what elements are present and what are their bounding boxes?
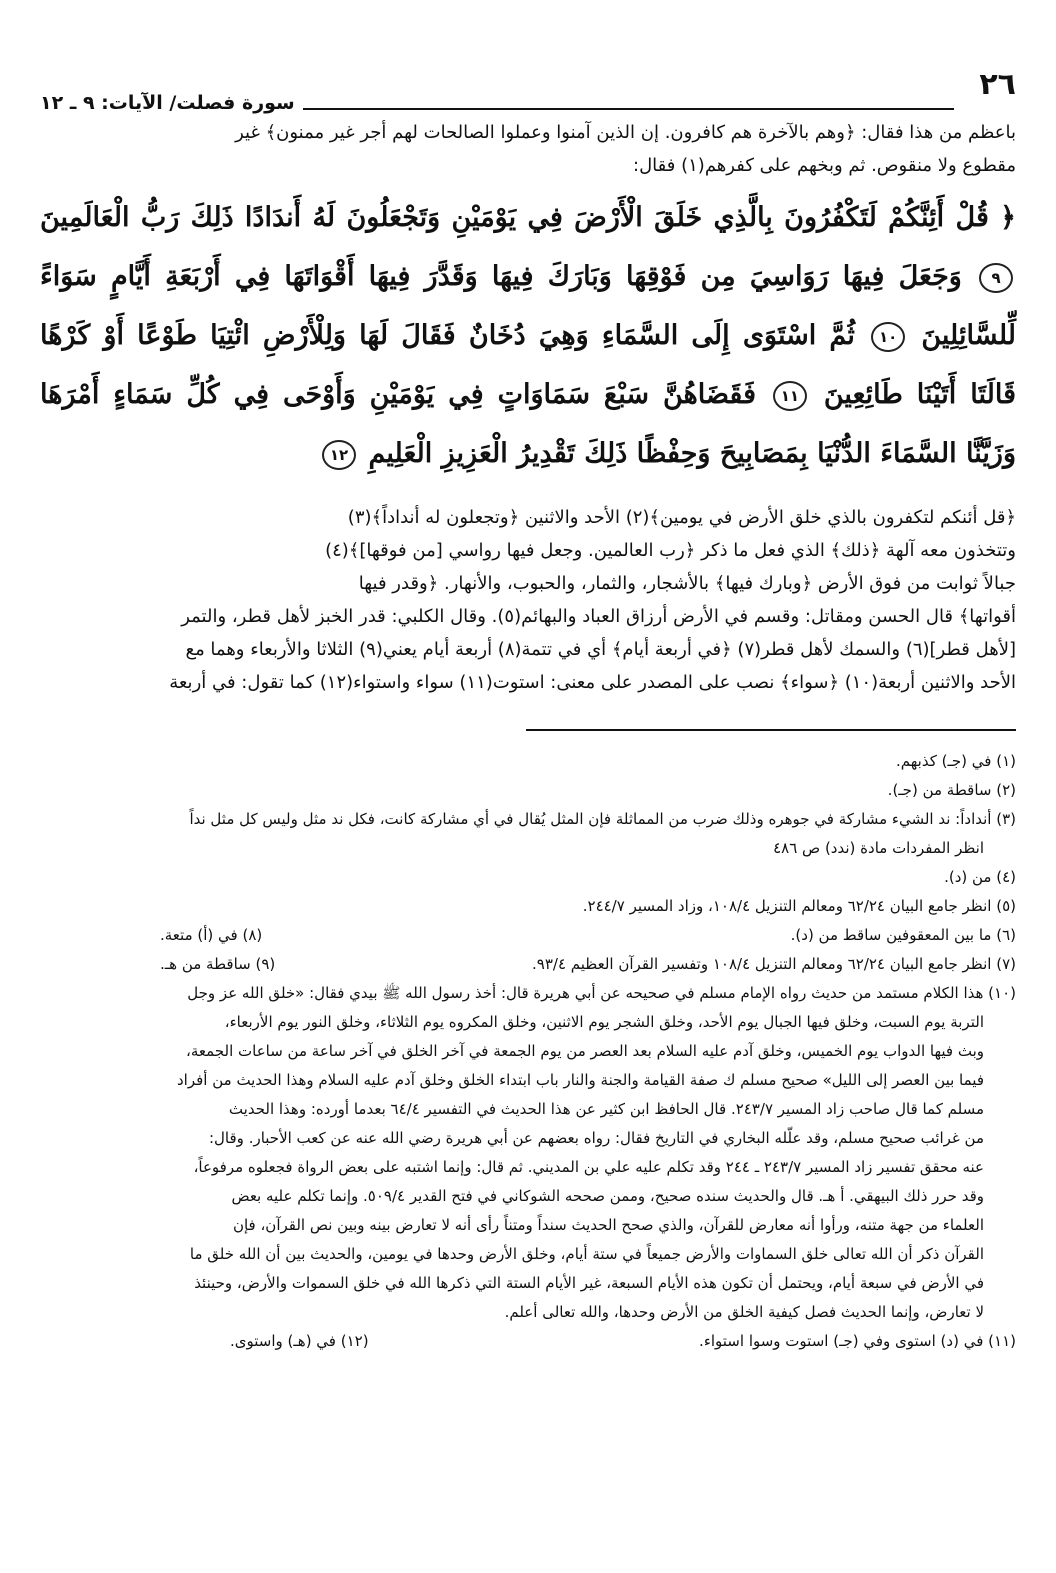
footnote: (١١) في (د) استوى وفي (جـ) استوت وسوا استواء. xyxy=(699,1332,1016,1350)
footnote-continuation: العلماء من جهة متنه، ورأوا أنه معارض للقرآن، والذي صحح الحديث سنداً ومتناً رأى أنه لا تعارض بينه وبين نص القرآن، فإن xyxy=(232,1216,984,1234)
verse-text: ﴿ قُلْ أَئِنَّكُمْ لَتَكْفُرُونَ بِالَّذِي خَلَقَ الْأَرْضَ فِي يَوْمَيْنِ وَتَجْعَلُونَ لَهُ أَندَادًا ذَلِكَ رَبُّ الْعَالَمِينَ xyxy=(40,202,1016,233)
quran-verses xyxy=(40,188,1016,483)
page-header xyxy=(40,67,1016,114)
commentary-paragraph xyxy=(40,501,1016,699)
verse-text: فَقَضَاهُنَّ سَبْعَ سَمَاوَاتٍ فِي يَوْمَيْنِ وَأَوْحَى فِي كُلِّ سَمَاءٍ أَمْرَهَا وَزَيَّنَّا السَّمَاءَ الدُّنْيَا بِمَصَابِيحَ وَحِفْظًا ذَلِكَ تَقْدِيرُ الْعَزِيزِ الْعَلِيمِ xyxy=(40,379,1016,469)
footnote: (٥) انظر جامع البيان ٦٢/٢٤ ومعالم التنزيل ١٠٨/٤، وزاد المسير ٢٤٤/٧. xyxy=(582,897,1016,915)
page-number: ٢٦ xyxy=(979,67,1016,102)
footnote-continuation: مسلم كما قال صاحب زاد المسير ٢٤٣/٧. قال الحافظ ابن كثير عن هذا الحديث في التفسير ٦٤/٤ بعدما أورده: وهذا الحديث xyxy=(228,1100,984,1118)
footnote-continuation: وقد حرر ذلك البيهقي. أ هـ. قال والحديث سنده صحيح، وممن صححه الشوكاني في فتح القدير ٥٠٩/٤. وإنما تكلم عليه بعض xyxy=(231,1187,984,1205)
intro-line: مقطوع ولا منقوص. ثم وبخهم على كفرهم(١) فقال: xyxy=(633,155,1016,176)
footnote: (١٠) هذا الكلام مستمد من حديث رواه الإمام مسلم في صحيحه عن أبي هريرة قال: أخذ رسول الله ﷺ بيدي فقال: «خلق الله عز وجل xyxy=(187,984,1016,1002)
footnote-continuation: القرآن ذكر أن الله تعالى خلق السماوات والأرض جميعاً في ستة أيام، وخلق الأرض وحدها في يومين، والحديث بين أن الله خلق ما xyxy=(189,1245,984,1263)
footnote: (٦) ما بين المعقوفين ساقط من (د). xyxy=(790,926,1016,944)
footnotes xyxy=(40,747,1016,1356)
ayah-number-marker: ١٢ xyxy=(322,440,356,470)
footnote-continuation: عنه محقق تفسير زاد المسير ٢٤٣/٧ ـ ٢٤٤ وقد تكلم عليه علي بن المديني. ثم قال: وإنما اشتبه على بعض الرواة فجعلوه مرفوعاً، xyxy=(193,1158,984,1176)
verse-text: ثُمَّ اسْتَوَى إِلَى السَّمَاءِ وَهِيَ دُخَانٌ فَقَالَ لَهَا وَلِلْأَرْضِ ائْتِيَا طَوْعًا أَوْ كَرْهًا قَالَتَا أَتَيْنَا طَائِعِينَ xyxy=(40,320,1016,410)
footnote-continuation: فيما بين العصر إلى الليل» صحيح مسلم ك صفة القيامة والجنة والنار باب ابتداء الخلق وخلق آدم عليه السلام وهذا الحديث من أفراد xyxy=(177,1071,984,1089)
footnote-row xyxy=(40,1327,1016,1356)
intro-paragraph xyxy=(40,116,1016,182)
footnote-continuation: وبث فيها الدواب يوم الخميس، وخلق آدم عليه السلام بعد العصر من يوم الجمعة في آخر الخلق في آخر ساعة من ساعات الجمعة، xyxy=(186,1042,984,1060)
footnote-continuation: لا تعارض، وإنما الحديث فصل كيفية الخلق من الأرض وحدها، والله تعالى أعلم. xyxy=(504,1303,984,1321)
commentary-line: جبالاً ثوابت من فوق الأرض ﴿وبارك فيها﴾ بالأشجار، والثمار، والحبوب، والأنهار. ﴿وقدر فيها xyxy=(358,573,1016,594)
footnote: (٢) ساقطة من (جـ). xyxy=(887,781,1016,799)
footnote-continuation: من غرائب صحيح مسلم، وقد علّله البخاري في التاريخ فقال: رواه بعضهم عن أبي هريرة رضي الله عنه عن كعب الأحبار. وقال: xyxy=(208,1129,984,1147)
commentary-line: وتتخذون معه آلهة ﴿ذلك﴾ الذي فعل ما ذكر ﴿رب العالمين. وجعل فيها رواسي [من فوقها]﴾(٤) xyxy=(325,540,1016,561)
ayah-number-marker: ١٠ xyxy=(871,322,905,352)
verse-text: وَجَعَلَ فِيهَا رَوَاسِيَ مِن فَوْقِهَا وَبَارَكَ فِيهَا وَقَدَّرَ فِيهَا أَقْوَاتَهَا فِي أَرْبَعَةِ أَيَّامٍ سَوَاءً لِّلسَّائِلِينَ xyxy=(40,261,1016,351)
ayah-number-marker: ٩ xyxy=(979,263,1013,293)
footnote-continuation: انظر المفردات مادة (ندد) ص ٤٨٦ xyxy=(773,839,984,857)
footnote-separator xyxy=(526,729,1016,731)
footnote: (١٢) في (هـ) واستوى. xyxy=(230,1332,369,1350)
footnote: (٨) في (أ) متعة. xyxy=(160,926,263,944)
footnote: (٩) ساقطة من هـ. xyxy=(160,955,276,973)
commentary-line: الأحد والاثنين أربعة(١٠) ﴿سواء﴾ نصب على المصدر على معنى: استوت(١١) سواء واستواء(١٢) كما تقول: في أربعة xyxy=(169,672,1016,693)
footnote-row xyxy=(40,950,1016,979)
footnote: (٧) انظر جامع البيان ٦٢/٢٤ ومعالم التنزيل ١٠٨/٤ وتفسير القرآن العظيم ٩٣/٤. xyxy=(532,955,1016,973)
footnote-continuation: التربة يوم السبت، وخلق فيها الجبال يوم الأحد، وخلق الشجر يوم الاثنين، وخلق المكروه يوم الثلاثاء، وخلق النور يوم الأربعاء، xyxy=(224,1013,984,1031)
intro-line: باعظم من هذا فقال: ﴿وهم بالآخرة هم كافرون. إن الذين آمنوا وعملوا الصالحات لهم أجر غير ممنون﴾ غير xyxy=(235,122,1016,143)
footnote: (١) في (جـ) كذبهم. xyxy=(896,752,1016,770)
footnote-continuation: في الأرض في سبعة أيام، ويحتمل أن تكون هذه الأيام السبعة، غير الأيام الستة التي ذكرها الله في خلق السموات والأرض، وحينئذ xyxy=(194,1274,984,1292)
ayah-number-marker: ١١ xyxy=(773,381,807,411)
commentary-line: ﴿قل أئنكم لتكفرون بالذي خلق الأرض في يومين﴾(٢) الأحد والاثنين ﴿وتجعلون له أنداداً﴾(٣) xyxy=(347,507,1016,528)
commentary-line: أقواتها﴾ قال الحسن ومقاتل: وقسم في الأرض أرزاق العباد والبهائم(٥). وقال الكلبي: قدر الخبز لأهل قطر، والتمر xyxy=(181,606,1016,627)
commentary-line: [لأهل قطر](٦) والسمك لأهل قطر(٧) ﴿في أربعة أيام﴾ أي في تتمة(٨) أربعة أيام يعني(٩) الثلاثا والأربعاء وهما مع xyxy=(185,639,1016,660)
footnote-row xyxy=(40,921,1016,950)
footnote: (٤) من (د). xyxy=(944,868,1016,886)
document-page xyxy=(40,68,1016,1356)
footnote: (٣) أنداداً: ند الشيء مشاركة في جوهره وذلك ضرب من المماثلة فإن المثل يُقال في أي مشاركة كانت، فكل ند مثل وليس كل مثل نداً xyxy=(189,810,1016,828)
header-title: سورة فصلت/ الآيات: ٩ ـ ١٢ xyxy=(40,92,303,114)
